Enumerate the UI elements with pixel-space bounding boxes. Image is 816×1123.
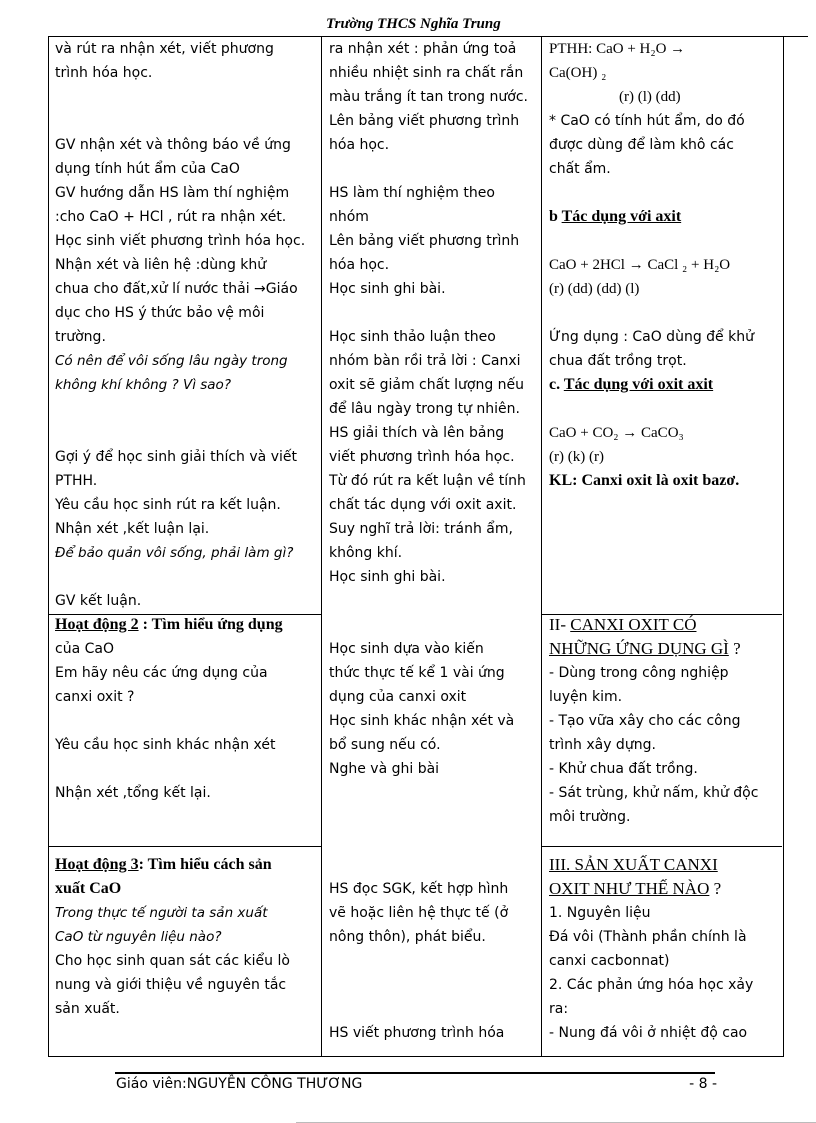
text-line: Nghe và ghi bài <box>329 761 440 777</box>
activity-title: : Tìm hiểu cách sản <box>138 856 272 873</box>
text-line: bổ sung nếu có. <box>329 737 441 753</box>
section-iii-heading <box>549 853 779 877</box>
teacher-name: Giáo viên:NGUYỄN CÔNG THƯƠNG <box>116 1076 363 1092</box>
page-number: - 8 - <box>689 1076 717 1092</box>
text-line: chất ẩm. <box>549 161 611 177</box>
conclusion-line: KL: Canxi oxit là oxit bazơ. <box>549 472 740 489</box>
row-divider <box>542 846 782 847</box>
text-line: Học sinh dựa vào kiến <box>329 641 484 657</box>
question-line: CaO từ nguyên liệu nào? <box>55 929 222 945</box>
text-line: :cho CaO + HCl , rút ra nhận xét. <box>55 209 287 225</box>
text-line: dục cho HS ý thức bảo vệ môi <box>55 305 265 321</box>
text-line: dụng tính hút ẩm của CaO <box>55 161 240 177</box>
section-c-heading <box>549 373 779 397</box>
section-title: OXIT NHƯ THẾ NÀO <box>549 879 710 898</box>
text-line: thức thực tế kể 1 vài ứng <box>329 665 505 681</box>
text-line: nung và giới thiệu về nguyên tắc <box>55 977 287 993</box>
text-line: Từ đó rút ra kết luận về tính <box>329 473 526 489</box>
equation-line: CaO + CO₂ → CaCO₃ <box>549 425 684 441</box>
text-line: nhóm <box>329 209 369 225</box>
text-line: - Nung đá vôi ở nhiệt độ cao <box>549 1025 748 1041</box>
text-line: Học sinh thảo luận theo <box>329 329 496 345</box>
text-line: HS đọc SGK, kết hợp hình <box>329 881 509 897</box>
section-title: III. SẢN XUẤT CANXI <box>549 855 718 874</box>
text-line: Suy nghĩ trả lời: tránh ẩm, <box>329 521 513 537</box>
section-prefix: II- <box>549 615 571 634</box>
text-line: GV nhận xét và thông báo về ứng <box>55 137 291 153</box>
text-line: Nhận xét ,kết luận lại. <box>55 521 210 537</box>
question-line: không khí không ? Vì sao? <box>55 377 231 393</box>
text-line: nhóm bàn rồi trả lời : Canxi <box>329 353 521 369</box>
text-line: trình hóa học. <box>55 65 153 81</box>
activity-label: Hoạt động 3 <box>55 856 139 873</box>
text-line: của CaO <box>55 641 114 657</box>
section-title: Tác dụng với oxit axit <box>563 376 714 393</box>
section-suffix: ? <box>709 879 722 898</box>
text-line: được dùng để làm khô các <box>549 137 734 153</box>
section-title: CANXI OXIT CÓ <box>570 615 697 634</box>
activity-title: : Tìm hiểu ứng dụng <box>138 616 283 633</box>
text-line: Nhận xét và liên hệ :dùng khử <box>55 257 267 273</box>
text-line: GV hướng dẫn HS làm thí nghiệm <box>55 185 290 201</box>
text-line: nông thôn), phát biểu. <box>329 929 486 945</box>
footer-divider <box>115 1072 715 1074</box>
student-activity-column <box>329 37 537 1045</box>
text-line: chua đất trồng trọt. <box>549 353 687 369</box>
section-b-heading <box>549 205 779 229</box>
section-title: Tác dụng với axit <box>561 208 682 225</box>
list-item: - Tạo vữa xây cho các công <box>549 713 741 729</box>
text-line: PTHH. <box>55 473 98 489</box>
text-line: canxi oxit ? <box>55 689 135 705</box>
row-divider <box>542 614 782 615</box>
text-line: trường. <box>55 329 106 345</box>
text-line: Học sinh ghi bài. <box>329 569 446 585</box>
text-line: HS làm thí nghiệm theo <box>329 185 495 201</box>
text-line: nhiều nhiệt sinh ra chất rắn <box>329 65 524 81</box>
text-line: Học sinh ghi bài. <box>329 281 446 297</box>
activity-label: Hoạt động 2 <box>55 616 139 633</box>
text-line: màu trắng ít tan trong nước. <box>329 89 528 105</box>
text-line: GV kết luận. <box>55 593 142 609</box>
section-prefix: b <box>549 208 562 225</box>
text-line: canxi cacbonnat) <box>549 953 670 969</box>
section-iii-heading-cont <box>549 877 779 901</box>
text-line: Lên bảng viết phương trình <box>329 113 520 129</box>
state-labels: (r) (k) (r) <box>549 449 604 465</box>
text-line: Gợi ý để học sinh giải thích và viết <box>55 449 297 465</box>
text-line: dụng của canxi oxit <box>329 689 467 705</box>
text-line: Nhận xét ,tổng kết lại. <box>55 785 211 801</box>
text-line: 2. Các phản ứng hóa học xảy <box>549 977 754 993</box>
school-name: Trường THCS Nghĩa Trung <box>326 16 501 32</box>
text-line: Yêu cầu học sinh khác nhận xét <box>55 737 276 753</box>
state-labels: (r) (dd) (dd) (l) <box>549 281 640 297</box>
text-line: và rút ra nhận xét, viết phương <box>55 41 274 57</box>
section-title: NHỮNG ỨNG DỤNG GÌ <box>549 639 729 658</box>
text-line: Em hãy nêu các ứng dụng của <box>55 665 268 681</box>
text-line: oxit sẽ giảm chất lượng nếu <box>329 377 525 393</box>
equation-line: PTHH: CaO + H₂O → <box>549 41 686 57</box>
list-item: môi trường. <box>549 809 631 825</box>
row-divider <box>48 846 321 847</box>
text-line: chua cho đất,xử lí nước thải →Giáo <box>55 281 298 297</box>
section-suffix: ? <box>728 639 741 658</box>
row-divider <box>48 614 321 615</box>
section-ii-heading-cont <box>549 637 779 661</box>
list-item: - Dùng trong công nghiệp <box>549 665 729 681</box>
question-line: Có nên để vôi sống lâu ngày trong <box>55 353 288 369</box>
section-ii-heading <box>549 613 779 637</box>
text-line: 1. Nguyên liệu <box>549 905 651 921</box>
teacher-activity-column <box>55 37 317 1021</box>
text-line: Lên bảng viết phương trình <box>329 233 520 249</box>
text-line: để lâu ngày trong tự nhiên. <box>329 401 520 417</box>
text-line: ra nhận xét : phản ứng toả <box>329 41 517 57</box>
list-item: trình xây dựng. <box>549 737 656 753</box>
content-column <box>549 37 779 1045</box>
text-line: Yêu cầu học sinh rút ra kết luận. <box>55 497 281 513</box>
text-line: chất tác dụng với oxit axit. <box>329 497 517 513</box>
text-line: hóa học. <box>329 257 390 273</box>
equation-line: Ca(OH) ₂ <box>549 65 607 81</box>
text-line: vẽ hoặc liên hệ thực tế (ở <box>329 905 509 921</box>
text-line: hóa học. <box>329 137 390 153</box>
text-line: Đá vôi (Thành phần chính là <box>549 929 747 945</box>
question-line: Để bảo quản vôi sống, phải làm gì? <box>55 545 294 561</box>
text-line: Cho học sinh quan sát các kiểu lò <box>55 953 290 969</box>
text-line: Học sinh viết phương trình hóa học. <box>55 233 306 249</box>
text-line: ra: <box>549 1001 569 1017</box>
question-line: Trong thực tế người ta sản xuất <box>55 905 268 921</box>
section-prefix: c. <box>549 376 564 393</box>
text-line: sản xuất. <box>55 1001 120 1017</box>
activity-3-heading <box>55 853 317 877</box>
list-item: - Sát trùng, khử nấm, khử độc <box>549 785 759 801</box>
text-line: Ứng dụng : CaO dùng để khử <box>549 329 754 345</box>
state-labels: (r) (l) (dd) <box>619 89 681 105</box>
text-line: Học sinh khác nhận xét và <box>329 713 515 729</box>
text-line: HS viết phương trình hóa <box>329 1025 505 1041</box>
text-line: * CaO có tính hút ẩm, do đó <box>549 113 745 129</box>
activity-title-cont: xuất CaO <box>55 880 122 897</box>
text-line: không khí. <box>329 545 403 561</box>
list-item: luyện kim. <box>549 689 623 705</box>
activity-2-heading <box>55 613 317 637</box>
equation-line: CaO + 2HCl → CaCl ₂ + H₂O <box>549 257 731 273</box>
column-divider-2 <box>541 36 542 1056</box>
page-header <box>48 14 808 37</box>
column-divider-1 <box>321 36 322 1056</box>
text-line: HS giải thích và lên bảng <box>329 425 505 441</box>
text-line: viết phương trình hóa học. <box>329 449 515 465</box>
list-item: - Khử chua đất trồng. <box>549 761 698 777</box>
